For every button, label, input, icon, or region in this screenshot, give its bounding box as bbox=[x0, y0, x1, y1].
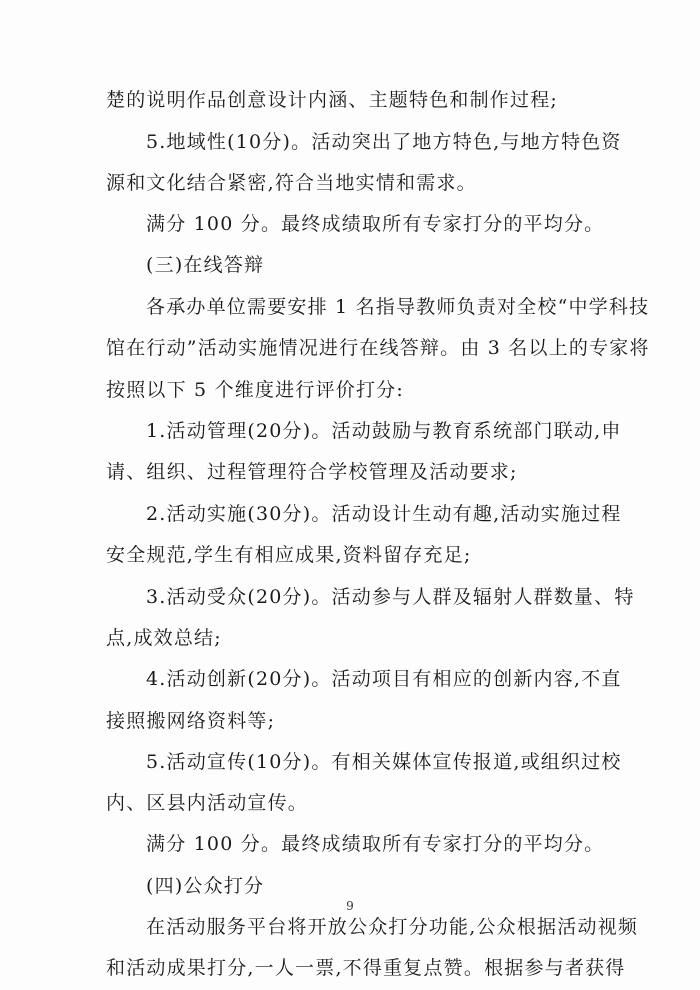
text-line-3: 源和文化结合紧密,符合当地实情和需求。 bbox=[106, 172, 477, 194]
text-line-9: 1.活动管理(20分)。活动鼓励与教育系统部门联动,申 bbox=[146, 420, 622, 442]
text-line-4: 满分 100 分。最终成绩取所有专家打分的平均分。 bbox=[146, 213, 605, 235]
page-number: 9 bbox=[346, 899, 354, 913]
text-line-16: 接照搬网络资料等; bbox=[106, 710, 276, 732]
text-line-17: 5.活动宣传(10分)。有相关媒体宣传报道,或组织过校 bbox=[146, 751, 622, 773]
text-line-19: 满分 100 分。最终成绩取所有专家打分的平均分。 bbox=[146, 833, 605, 855]
text-line-11: 2.活动实施(30分)。活动设计生动有趣,活动实施过程 bbox=[146, 503, 622, 525]
text-line-6: 各承办单位需要安排 1 名指导教师负责对全校“中学科技 bbox=[146, 296, 650, 318]
text-line-8: 按照以下 5 个维度进行评价打分: bbox=[106, 379, 404, 401]
text-line-7: 馆在行动”活动实施情况进行在线答辩。由 3 名以上的专家将 bbox=[106, 337, 650, 359]
text-line-21: 在活动服务平台将开放公众打分功能,公众根据活动视频 bbox=[146, 916, 639, 938]
text-line-2: 5.地域性(10分)。活动突出了地方特色,与地方特色资 bbox=[146, 131, 622, 153]
section-heading-4: (四)公众打分 bbox=[146, 875, 265, 897]
text-line-12: 安全规范,学生有相应成果,资料留存充足; bbox=[106, 544, 472, 566]
text-line-1: 楚的说明作品创意设计内涵、主题特色和制作过程; bbox=[106, 89, 559, 111]
text-line-14: 点,成效总结; bbox=[106, 627, 222, 649]
section-heading-3: (三)在线答辩 bbox=[146, 254, 265, 276]
text-line-22: 和活动成果打分,一人一票,不得重复点赞。根据参与者获得 bbox=[106, 957, 626, 979]
text-line-18: 内、区县内活动宣传。 bbox=[106, 792, 309, 814]
text-line-15: 4.活动创新(20分)。活动项目有相应的创新内容,不直 bbox=[146, 668, 622, 690]
text-line-13: 3.活动受众(20分)。活动参与人群及辐射人群数量、特 bbox=[146, 586, 635, 608]
text-line-10: 请、组织、过程管理符合学校管理及活动要求; bbox=[106, 461, 518, 483]
